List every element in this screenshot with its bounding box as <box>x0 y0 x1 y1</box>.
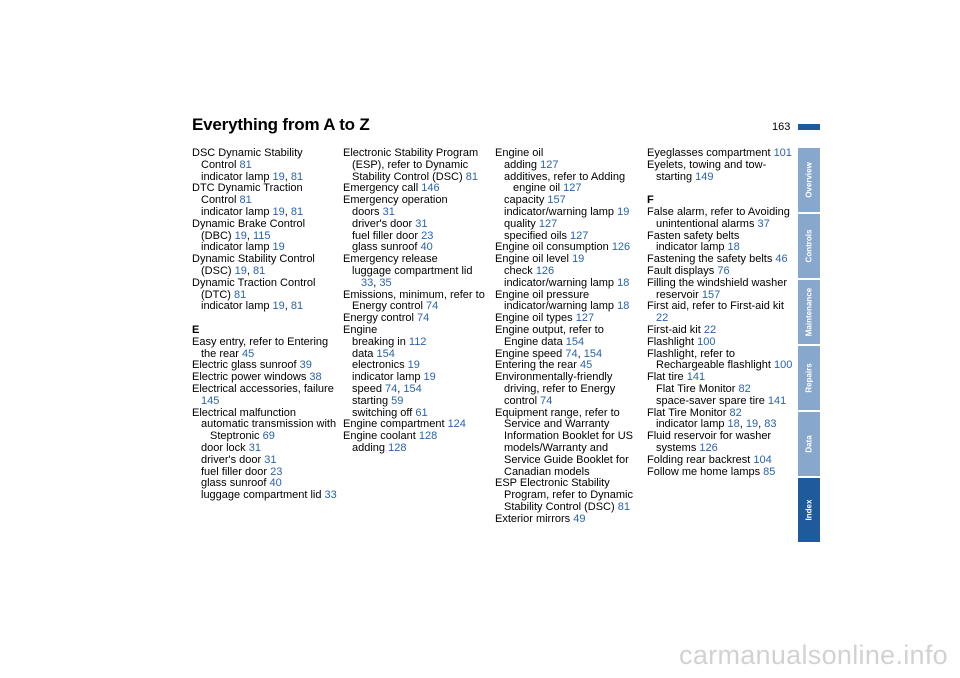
page-reference-link[interactable]: 126 <box>611 241 631 254</box>
page-reference-link[interactable]: 19 <box>572 253 585 266</box>
index-entry-text: Follow me home lamps <box>647 465 761 478</box>
index-entry-text: Flat Tire Monitor <box>647 406 727 419</box>
page-reference-link[interactable]: 124 <box>447 418 466 431</box>
index-entry-text: switching off <box>352 406 413 419</box>
page-reference-link[interactable]: 146 <box>421 182 440 195</box>
index-entry-text: Emissions, minimum, refer to Energy control <box>343 288 485 313</box>
index-entry-text: fuel filler door <box>201 465 268 478</box>
index-entry-text: E <box>192 323 200 336</box>
index-entry-text: Electronic Stability Program (ESP), refer to Dynamic Stability Control (DSC) <box>343 147 479 183</box>
index-entry-text: Engine oil pressure <box>495 288 590 301</box>
index-entry <box>495 325 641 349</box>
tab-label: Data <box>804 435 814 453</box>
index-entry-text: indicator/warning lamp <box>504 300 615 313</box>
index-entry-text: Emergency operation <box>343 194 448 207</box>
tab-controls[interactable] <box>798 214 820 278</box>
index-entry-text: ESP Electronic Stability Program, refer to Dynamic Stability Control (DSC) <box>495 477 633 513</box>
index-entry-text: indicator lamp <box>201 205 270 218</box>
index-entry-text: Engine oil types <box>495 312 573 325</box>
page-reference-link[interactable]: 74 <box>540 394 553 407</box>
page-reference-link[interactable]: 31 <box>264 453 277 466</box>
index-entry-text: glass sunroof <box>352 241 418 254</box>
page-reference-link[interactable]: 37 <box>757 217 770 230</box>
index-entry <box>343 148 489 183</box>
page-title: Everything from A to Z <box>192 115 370 134</box>
index-entry-text: electronics <box>352 359 405 372</box>
page-reference-link[interactable]: 19 <box>745 418 759 431</box>
index-entry-text: Engine coolant <box>343 430 416 443</box>
page-reference-link[interactable]: 81 <box>239 158 252 171</box>
index-column-3 <box>495 148 641 526</box>
tab-label: Controls <box>804 229 814 263</box>
index-entry-text: indicator/warning lamp <box>504 205 615 218</box>
index-entry-text: driver's door <box>352 217 413 230</box>
page-reference-link[interactable]: 154 <box>376 347 395 360</box>
index-entry-text: First-aid kit <box>647 323 701 336</box>
index-entry-text: driver's door <box>201 453 262 466</box>
page-reference-link[interactable]: 154 <box>565 335 585 348</box>
index-entry <box>343 443 489 455</box>
index-entry <box>495 408 641 479</box>
page-reference-link[interactable]: 35 <box>379 276 392 289</box>
index-entry-text: Filling the windshield washer reservoir <box>647 276 788 301</box>
page-reference-link[interactable]: 128 <box>388 441 407 454</box>
page-reference-link[interactable]: 18 <box>727 418 740 431</box>
index-entry-text: additives, refer to Adding engine oil <box>504 170 626 195</box>
index-entry-text: indicator lamp <box>352 371 421 384</box>
page-reference-link[interactable]: 45 <box>580 359 593 372</box>
index-entry-text: indicator/warning lamp <box>504 276 615 289</box>
index-entry <box>647 278 793 302</box>
index-entry-text: Energy control <box>343 312 414 325</box>
index-entry-text: Engine speed <box>495 347 563 360</box>
index-entry-text: indicator lamp <box>201 300 270 313</box>
page-reference-link[interactable]: 18 <box>617 300 630 313</box>
page-reference-link[interactable]: 81 <box>239 194 252 207</box>
index-entry-text: door lock <box>201 441 246 454</box>
index-entry-text: adding <box>504 158 538 171</box>
page-reference-link[interactable]: 81 <box>617 500 630 513</box>
page-reference-link[interactable]: 31 <box>382 205 395 218</box>
page-reference-link[interactable]: 33 <box>324 489 337 502</box>
page-reference-link[interactable]: 74 <box>385 382 398 395</box>
index-entry-text: Electrical accessories, failure <box>192 382 334 395</box>
page-reference-link[interactable]: 81 <box>290 170 304 183</box>
tab-label: Repairs <box>804 363 814 393</box>
page-reference-link[interactable]: 23 <box>421 229 434 242</box>
index-entry <box>495 172 641 196</box>
index-entry-text: starting <box>352 394 389 407</box>
index-entry-text: F <box>647 194 654 207</box>
index-entry-text: Electric glass sunroof <box>192 359 297 372</box>
index-entry-text: Fasten safety belts <box>647 229 740 242</box>
index-entry-text: Engine compartment <box>343 418 445 431</box>
page-reference-link[interactable]: 38 <box>309 371 322 384</box>
index-entry-text: doors <box>352 205 380 218</box>
page-reference-link[interactable]: 149 <box>695 170 714 183</box>
page-reference-link[interactable]: 18 <box>727 241 740 254</box>
page-reference-link[interactable]: 85 <box>763 465 776 478</box>
index-entry-text: Fault displays <box>647 264 715 277</box>
index-entry <box>192 490 338 502</box>
index-entry-text: Flat Tire Monitor <box>656 382 736 395</box>
index-entry <box>647 467 793 479</box>
page-reference-link[interactable]: 83 <box>764 418 777 431</box>
page-reference-link[interactable]: 82 <box>738 382 751 395</box>
index-entry-text: fuel filler door <box>352 229 419 242</box>
index-entry-text: Folding rear backrest <box>647 453 751 466</box>
index-entry-text: First aid, refer to First-aid kit <box>647 300 784 313</box>
index-entry-text: Equipment range, refer to Service and Warranty Information Booklet for US models/Warranty and Service Guide Booklet for Canadian models <box>495 406 634 478</box>
index-entry-text: check <box>504 264 533 277</box>
page-number: 163 <box>772 121 791 133</box>
page-reference-link[interactable]: 141 <box>686 371 706 384</box>
index-entry: Engine speed 74, 154 <box>495 347 603 360</box>
page-reference-link[interactable]: 18 <box>617 276 630 289</box>
page-reference-link[interactable]: 19 <box>272 300 285 313</box>
index-entry: indicator lamp 19, 81 <box>201 300 304 313</box>
tab-label: Overview <box>804 162 814 198</box>
index-column-2 <box>343 148 489 455</box>
index-entry: Dynamic Brake Control (DBC) 19, 115 <box>192 217 306 242</box>
page-reference-link[interactable]: 19 <box>272 241 285 254</box>
index-column-4 <box>647 148 793 478</box>
index-entry-text: DSC Dynamic Stability Control <box>192 147 303 171</box>
page-reference-link[interactable]: 115 <box>253 229 271 242</box>
index-entry-text: indicator lamp <box>656 418 725 431</box>
page-reference-link[interactable]: 19 <box>234 264 247 277</box>
index-entry: indicator lamp 19, 81 <box>201 170 304 183</box>
page-reference-link[interactable]: 112 <box>408 335 427 348</box>
index-entry: indicator lamp 18, 19, 83 <box>656 418 777 431</box>
index-entry <box>192 183 338 207</box>
index-entry-text: Entering the rear <box>495 359 577 372</box>
index-entry-text: Flashlight <box>647 335 695 348</box>
page-reference-link[interactable]: 126 <box>699 441 718 454</box>
tab-data[interactable] <box>798 412 820 476</box>
page-reference-link[interactable]: 141 <box>767 394 787 407</box>
index-entry-text: capacity <box>504 194 545 207</box>
page-reference-link[interactable]: 19 <box>272 170 285 183</box>
index-entry-text: Dynamic Stability Control (DSC) <box>192 253 315 277</box>
page-reference-link[interactable]: 127 <box>570 229 589 242</box>
page-reference-link[interactable]: 81 <box>290 205 304 218</box>
page-reference-link[interactable]: 22 <box>656 312 669 325</box>
page-reference-link[interactable]: 100 <box>697 335 716 348</box>
index-entry-text: Emergency release <box>343 253 438 266</box>
page-reference-link[interactable]: 19 <box>272 205 285 218</box>
page-reference-link[interactable]: 23 <box>270 465 283 478</box>
tab-label: Maintenance <box>804 287 814 337</box>
section-tabs <box>798 148 820 544</box>
page-reference-link[interactable]: 39 <box>299 359 312 372</box>
index-entry-text: Exterior mirrors <box>495 512 571 525</box>
page-reference-link[interactable]: 19 <box>617 205 630 218</box>
page-reference-link[interactable]: 19 <box>234 229 247 242</box>
page-reference-link[interactable]: 61 <box>415 406 428 419</box>
page-reference-link[interactable]: 31 <box>248 441 261 454</box>
page-reference-link[interactable]: 127 <box>575 312 595 325</box>
index-entry-text: quality <box>504 217 536 230</box>
index-entry-text: Flashlight, refer to Rechargeable flashlight <box>647 347 771 372</box>
tab-repairs[interactable] <box>798 346 820 410</box>
index-entry-text: Engine oil consumption <box>495 241 609 254</box>
index-entry-text: indicator lamp <box>201 170 270 183</box>
page-reference-link[interactable]: 101 <box>773 147 792 159</box>
index-entry <box>343 290 489 314</box>
page-reference-link[interactable]: 126 <box>535 264 555 277</box>
index-entry-text: Emergency call <box>343 182 419 195</box>
page-reference-link[interactable]: 40 <box>420 241 433 254</box>
index-entry-text: Easy entry, refer to Entering the rear <box>192 335 329 360</box>
index-entry-text: automatic transmission with Steptronic <box>201 418 337 443</box>
index-entry-text: Fluid reservoir for washer systems <box>647 430 772 454</box>
index-entry-text: Electrical malfunction <box>192 406 296 419</box>
index-entry-text: speed <box>352 382 382 395</box>
page-reference-link[interactable]: 104 <box>753 453 772 466</box>
page-reference-link[interactable]: 127 <box>540 158 559 171</box>
page-reference-link[interactable]: 145 <box>201 394 220 407</box>
index-entry: luggage compartment lid 33, 35 <box>352 264 473 289</box>
index-entry <box>647 160 793 184</box>
page-reference-link[interactable]: 74 <box>565 347 578 360</box>
index-entry-text: Eyeglasses compartment <box>647 147 771 159</box>
page-reference-link[interactable]: 76 <box>717 264 730 277</box>
tab-index[interactable] <box>798 478 820 542</box>
index-entry <box>192 148 338 172</box>
page-reference-link[interactable]: 45 <box>241 347 255 360</box>
index-entry: speed 74, 154 <box>352 382 422 395</box>
index-entry <box>495 372 641 407</box>
page-reference-link[interactable]: 49 <box>573 512 586 525</box>
index-entry-text: specified oils <box>504 229 567 242</box>
index-column-1 <box>192 148 338 502</box>
index-entry-text: Engine oil <box>495 147 544 159</box>
page-marker <box>798 124 820 130</box>
index-entry-text: Eyelets, towing and tow-starting <box>647 158 767 183</box>
page-reference-link[interactable]: 157 <box>547 194 566 207</box>
page-reference-link[interactable]: 31 <box>415 217 428 230</box>
index-entry-text: luggage compartment lid <box>352 264 473 277</box>
page-reference-link[interactable]: 81 <box>465 170 478 183</box>
index-entry <box>647 431 793 455</box>
tab-overview[interactable] <box>798 148 820 212</box>
index-entry-text: indicator lamp <box>201 241 270 254</box>
index-entry <box>192 419 338 443</box>
tab-maintenance[interactable] <box>798 280 820 344</box>
index-entry <box>495 514 641 526</box>
page-reference-link[interactable]: 100 <box>774 359 793 372</box>
index-entry-text: adding <box>352 441 386 454</box>
tab-label: Index <box>804 499 814 521</box>
index-entry <box>495 478 641 513</box>
index-entry <box>192 337 338 361</box>
page-reference-link[interactable]: 19 <box>423 371 436 384</box>
index-entry-text: Dynamic Brake Control (DBC) <box>192 217 306 242</box>
index-entry-text: Flat tire <box>647 371 684 384</box>
page-reference-link[interactable]: 74 <box>426 300 439 313</box>
index-entry-text: Environmentally-friendly driving, refer to Energy control <box>495 371 616 407</box>
page-reference-link[interactable]: 46 <box>775 253 788 266</box>
watermark: carmanualsonline.info <box>679 640 948 670</box>
page-reference-link[interactable]: 128 <box>418 430 438 443</box>
index-entry: Dynamic Stability Control (DSC) 19, 81 <box>192 253 315 277</box>
index-entry: indicator lamp 19, 81 <box>201 205 304 218</box>
index-entry-text: indicator lamp <box>656 241 725 254</box>
index-entry-text: breaking in <box>352 335 406 348</box>
index-entry-text: Engine output, refer to Engine data <box>495 323 604 348</box>
index-entry-text: Fastening the safety belts <box>647 253 773 266</box>
index-entry-text: Electric power windows <box>192 371 307 384</box>
index-entry <box>647 207 793 231</box>
page-reference-link[interactable]: 22 <box>703 323 717 336</box>
index-entry <box>192 278 338 302</box>
index-entry <box>647 301 793 325</box>
page-reference-link[interactable]: 127 <box>563 182 582 195</box>
page-reference-link[interactable]: 74 <box>417 312 430 325</box>
page-reference-link[interactable]: 82 <box>729 406 742 419</box>
page-reference-link[interactable]: 154 <box>583 347 603 360</box>
page-reference-link[interactable]: 19 <box>407 359 420 372</box>
page-reference-link[interactable]: 59 <box>391 394 404 407</box>
index-entry-text: Engine oil level <box>495 253 569 266</box>
page-reference-link[interactable]: 40 <box>269 477 282 490</box>
index-entry-text: glass sunroof <box>201 477 267 490</box>
index-entry-text: Dynamic Traction Control (DTC) <box>192 276 316 301</box>
page-reference-link[interactable]: 154 <box>403 382 422 395</box>
index-entry <box>647 349 793 373</box>
index-entry-text: space-saver spare tire <box>656 394 765 407</box>
page-reference-link[interactable]: 33 <box>361 276 374 289</box>
index-entry <box>192 384 338 408</box>
page-reference-link[interactable]: 81 <box>253 264 266 277</box>
index-entry-text: luggage compartment lid <box>201 489 322 502</box>
index-entry-text: Engine <box>343 323 378 336</box>
page-reference-link[interactable]: 81 <box>234 288 247 301</box>
page-reference-link[interactable]: 127 <box>538 217 558 230</box>
page-reference-link[interactable]: 69 <box>262 430 275 443</box>
index-entry-text: DTC Dynamic Traction Control <box>192 182 303 207</box>
page-reference-link[interactable]: 157 <box>701 288 721 301</box>
index-entry-text: data <box>352 347 374 360</box>
page-reference-link[interactable]: 81 <box>290 300 304 313</box>
index-entry-text: False alarm, refer to Avoiding unintentional alarms <box>647 205 790 230</box>
